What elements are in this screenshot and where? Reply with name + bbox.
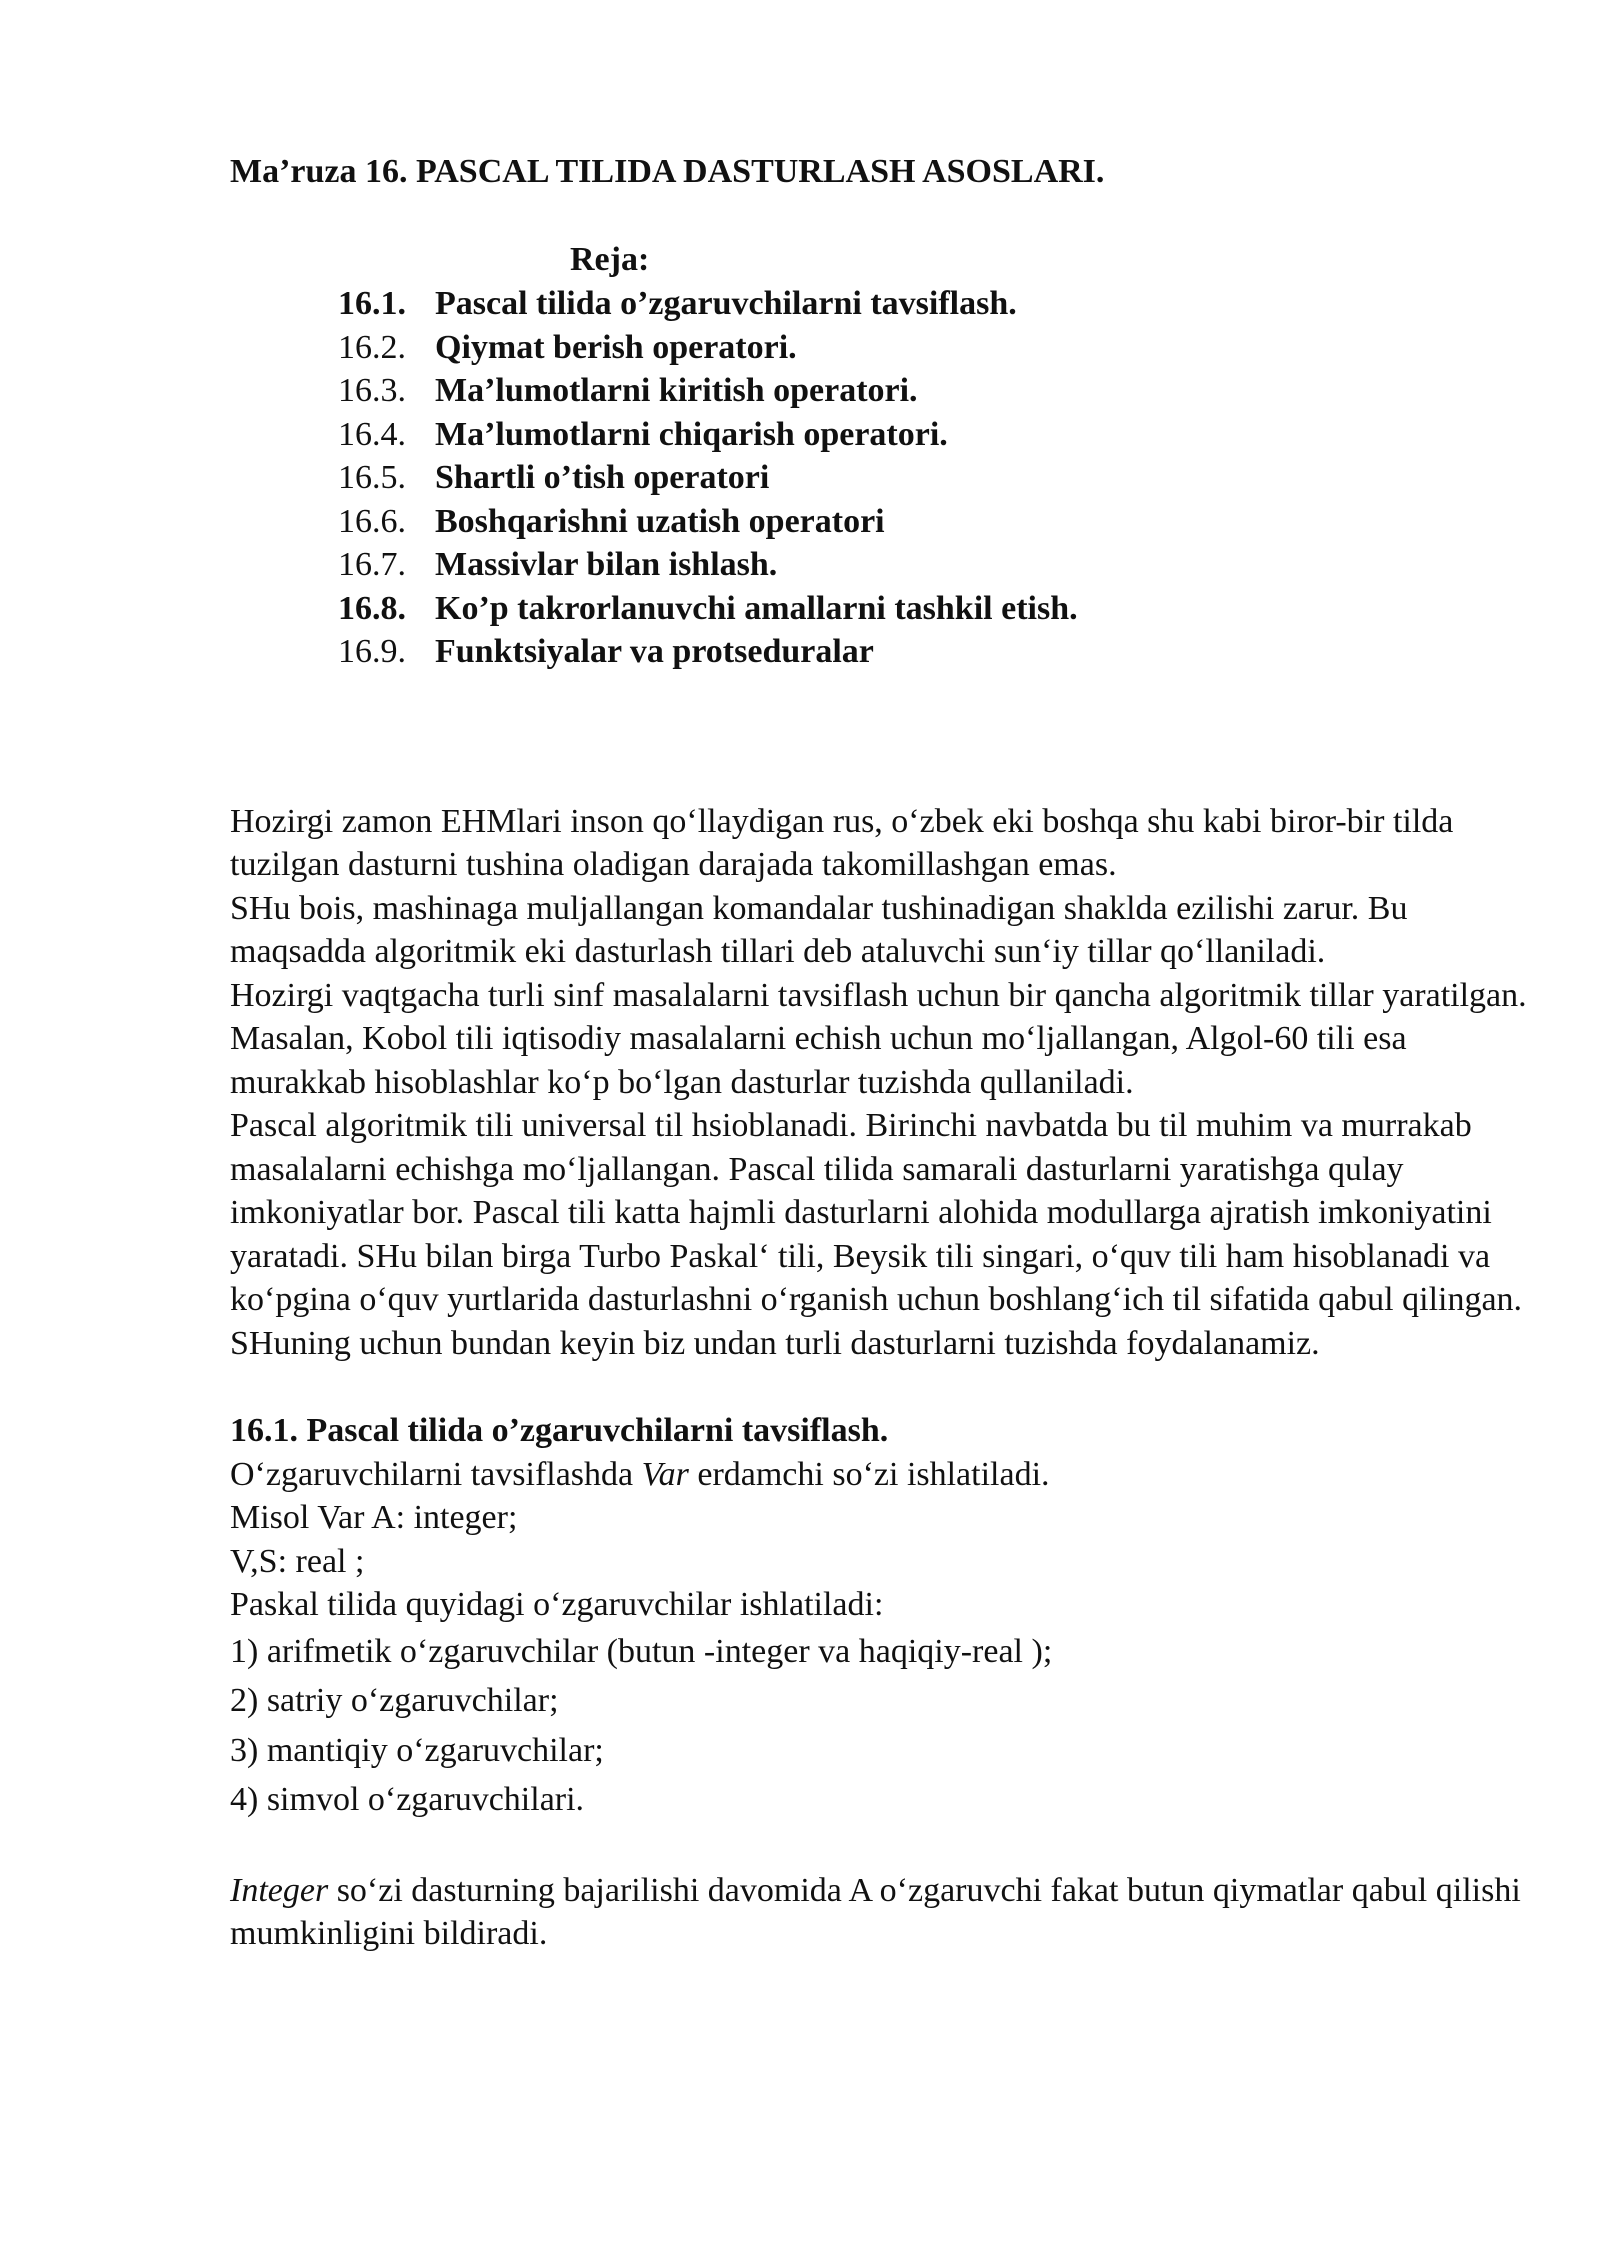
plan-item-text: Boshqarishni uzatish operatori [435,502,885,540]
code-example: Misol Var A: integer; [230,1499,518,1536]
plan-item-number: 16.4. [338,415,406,453]
integer-keyword: Integer [230,1871,329,1909]
types-intro: Paskal tilida quyidagi o‘zgaruvchilar ishlatiladi: [230,1586,884,1623]
plan-item-text: Ma’lumotlarni kiritish operatori. [435,372,918,409]
integer-explanation [230,1869,1530,1956]
var-description-text: erdamchi so‘zi ishlatiladi. [688,1455,1050,1493]
page-title: Ma’ruza 16. PASCAL TILIDA DASTURLASH ASOSLARI. [230,153,1105,190]
plan-item-text: Shartli o’tish operatori [435,459,770,496]
plan-item-text: Ko’p takrorlanuvchi amallarni tashkil etish. [435,589,1078,627]
var-keyword: Var [641,1455,689,1493]
plan-item-number: 16.7. [338,546,406,583]
plan-item-number: 16.2. [338,328,406,366]
intro-paragraph: Pascal algoritmik tili universal til hsioblanadi. Birinchi navbatda bu til muhim va murrakab masalalarni echishga mo‘ljallangan. Pascal tilida samarali dasturlarni yaratishga qulay imkoniyatlar bor. Pascal tili katta hajmli dasturlarni alohida modullarga ajratish imkoniyatini yaratadi. SHu bilan birga Turbo Paskal‘ tili, Beysik tili singari, o‘quv tili ham hisoblanadi va ko‘pgina o‘quv yurtlarida dasturlashni o‘rganish uchun boshlang‘ich til sifatida qabul qilingan. SHuning uchun bundan keyin biz undan turli dasturlarni tuzishda foydalanamiz. [230,1107,1523,1362]
plan-item-number: 16.6. [338,502,406,540]
var-description [230,1453,1530,1497]
plan-item-number: 16.9. [338,633,406,670]
plan-item [338,369,1530,413]
plan-item [338,282,1530,326]
code-example: V,S: real ; [230,1542,365,1580]
plan-item [338,326,1530,370]
intro-paragraph: Hozirgi vaqtgacha turli sinf masalalarni tavsiflash uchun bir qancha algoritmik tillar yaratilgan. Masalan, Kobol tili iqtisodiy masalalarni echish uchun mo‘ljallangan, Algol-60 tili esa murakkab hisoblashlar ko‘p bo‘lgan dasturlar tuzishda qullaniladi. [230,976,1527,1101]
intro-section [230,800,1530,1366]
plan-item-number: 16.8. [338,589,406,627]
plan-item-text: Ma’lumotlarni chiqarish operatori. [435,415,948,453]
plan-item-text: Massivlar bilan ishlash. [435,546,778,583]
variable-type-item: 4) simvol o‘zgaruvchilari. [230,1781,585,1818]
plan-item-number: 16.5. [338,459,406,496]
variable-type-item: 2) satriy o‘zgaruvchilar; [230,1682,559,1719]
plan-heading: Reja: [570,241,650,278]
plan-item [338,543,1530,587]
variable-types-list [230,1627,1530,1825]
intro-paragraph: Hozirgi zamon EHMlari inson qo‘llaydigan rus, o‘zbek eki boshqa shu kabi biror-bir tilda tuzilgan dasturni tushina oladigan darajada takomillashgan emas. [230,802,1454,883]
plan-item-number: 16.3. [338,372,406,409]
section-body [230,1453,1530,1627]
plan-item-text: Qiymat berish operatori. [435,328,797,366]
integer-paragraph [230,1869,1530,1956]
plan-item-text: Pascal tilida o’zgaruvchilarni tavsiflash. [435,285,1017,322]
integer-text: so‘zi dasturning bajarilishi davomida A o‘zgaruvchi fakat butun qiymatlar qabul qilishi mumkinligini bildiradi. [230,1871,1521,1952]
variable-type-item: 3) mantiqiy o‘zgaruvchilar; [230,1731,604,1769]
plan-item [338,413,1530,457]
plan-item-number: 16.1. [338,285,406,322]
document-page [230,150,1530,1956]
plan-item [338,500,1530,544]
variable-type-item: 1) arifmetik o‘zgaruvchilar (butun -integer va haqiqiy-real ); [230,1632,1053,1670]
plan-item [338,587,1530,631]
plan-list [338,282,1530,674]
intro-paragraph: SHu bois, mashinaga muljallangan komandalar tushinadigan shaklda ezilishi zarur. Bu maqsadda algoritmik eki dasturlash tillari deb ataluvchi sun‘iy tillar qo‘llaniladi. [230,889,1408,970]
section-heading: 16.1. Pascal tilida o’zgaruvchilarni tavsiflash. [230,1412,889,1449]
var-description-text: O‘zgaruvchilarni tavsiflashda [230,1455,642,1493]
plan-item-text: Funktsiyalar va protseduralar [435,633,874,670]
plan-item [338,456,1530,500]
plan-item [338,630,1530,674]
